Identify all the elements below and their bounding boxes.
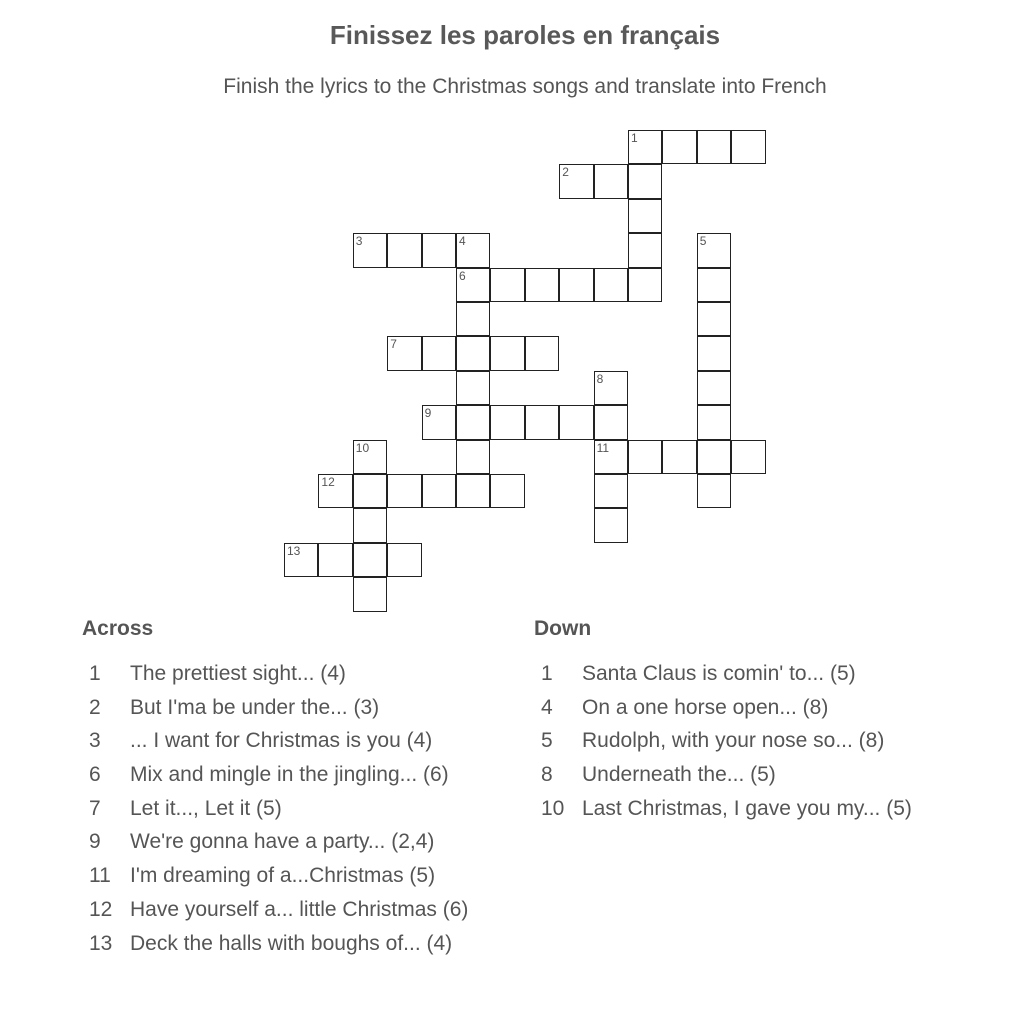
clue-number: 2 [89,695,101,719]
crossword-cell[interactable] [490,336,524,370]
clue-number: 3 [89,729,101,753]
cell-number: 6 [459,268,466,283]
clue-text: On a one horse open... (8) [582,695,829,719]
clue-text: But I'ma be under the... (3) [130,695,380,719]
clue-number: 4 [541,695,553,719]
across-clue [82,762,512,788]
clue-number: 1 [541,662,553,685]
crossword-cell[interactable] [731,440,765,474]
crossword-cell[interactable] [387,474,421,508]
crossword-cell[interactable] [697,440,731,474]
crossword-cell[interactable] [422,233,456,267]
crossword-cell[interactable] [662,440,696,474]
across-heading: Across [82,617,154,640]
clue-number: 12 [89,897,113,921]
across-clue [82,897,512,923]
cell-number: 3 [355,234,363,249]
crossword-cell[interactable] [559,164,593,198]
crossword-cell[interactable] [594,405,628,439]
down-clue [534,728,954,754]
down-clues [534,617,954,829]
crossword-cell[interactable] [456,302,490,336]
crossword-cell[interactable] [525,268,559,302]
crossword-cell[interactable] [318,543,352,577]
cell-number: 8 [596,371,604,386]
across-clue [82,728,512,754]
cell-number: 9 [424,406,432,421]
clue-text: ... I want for Christmas is you (4) [130,729,433,753]
crossword-cell[interactable] [318,474,352,508]
crossword-cell[interactable] [353,440,387,474]
down-heading: Down [534,617,592,640]
crossword-cell[interactable] [697,336,731,370]
clue-text: Deck the halls with boughs of... (4) [130,931,453,955]
crossword-cell[interactable] [697,474,731,508]
crossword-cell[interactable] [594,268,628,302]
cell-number: 4 [459,234,466,249]
cell-number: 11 [596,440,610,455]
clue-text: Rudolph, with your nose so... (8) [582,729,885,753]
clue-text: Santa Claus is comin' to... (5) [582,662,856,685]
crossword-cell[interactable] [387,336,421,370]
cell-number: 10 [355,440,370,455]
clue-text: Mix and mingle in the jingling... (6) [130,763,449,787]
crossword-cell[interactable] [594,474,628,508]
across-clue [82,796,512,822]
crossword-cell[interactable] [697,233,731,267]
crossword-cell[interactable] [731,130,765,164]
crossword-cell[interactable] [559,268,593,302]
clue-text: Have yourself a... little Christmas (6) [130,897,469,921]
down-clue [534,762,954,788]
crossword-cell[interactable] [628,199,662,233]
down-clue [534,796,954,822]
across-clue [82,931,512,957]
crossword-cell[interactable] [422,474,456,508]
crossword-cell[interactable] [525,405,559,439]
crossword-cell[interactable] [490,405,524,439]
clue-number: 11 [89,864,111,888]
clue-number: 8 [541,763,553,787]
crossword-cell[interactable] [353,474,387,508]
crossword-cell[interactable] [594,371,628,405]
crossword-cell[interactable] [456,474,490,508]
crossword-cell[interactable] [628,130,662,164]
clue-text: Underneath the... (5) [582,763,776,787]
crossword-cell[interactable] [456,440,490,474]
down-clue [534,695,954,721]
crossword-cell[interactable] [662,130,696,164]
clue-text: I'm dreaming of a...Christmas (5) [130,864,436,888]
clue-number: 13 [89,931,113,955]
clue-number: 1 [89,662,101,685]
across-clue [82,863,512,889]
crossword-cell[interactable] [594,164,628,198]
crossword-cell[interactable] [456,405,490,439]
page-title: Finissez les paroles en français [329,20,721,50]
clue-number: 7 [89,796,101,820]
cell-number: 7 [390,337,397,352]
down-clue [534,661,954,687]
clue-text: Last Christmas, I gave you my... (5) [582,796,912,820]
crossword-cell[interactable] [490,268,524,302]
crossword-cell[interactable] [525,336,559,370]
crossword-cell[interactable] [456,233,490,267]
crossword-cell[interactable] [456,371,490,405]
crossword-cell[interactable] [353,508,387,542]
crossword-cell[interactable] [353,233,387,267]
crossword-cell[interactable] [697,371,731,405]
clue-text: We're gonna have a party... (2,4) [130,830,435,854]
crossword-cell[interactable] [628,164,662,198]
crossword-cell[interactable] [387,233,421,267]
crossword-cell[interactable] [594,440,628,474]
clue-text: Let it..., Let it (5) [130,796,282,820]
clue-number: 6 [89,763,101,787]
crossword-cell[interactable] [456,336,490,370]
cell-number: 1 [631,131,638,145]
crossword-cell[interactable] [697,130,731,164]
across-clues [82,617,512,964]
across-clue [82,695,512,721]
crossword-cell[interactable] [594,508,628,542]
cell-number: 2 [562,165,569,180]
cell-number: 13 [287,543,301,558]
clue-text: The prettiest sight... (4) [130,662,346,685]
crossword-cell[interactable] [697,268,731,302]
crossword-cell[interactable] [387,543,421,577]
crossword-cell[interactable] [353,543,387,577]
crossword-cell[interactable] [422,405,456,439]
crossword-cell[interactable] [628,268,662,302]
crossword-cell[interactable] [697,405,731,439]
crossword-cell[interactable] [628,233,662,267]
cell-number: 5 [699,234,707,249]
across-clue [82,829,512,855]
clue-number: 5 [541,729,553,753]
clue-number: 9 [89,830,101,854]
across-clue [82,661,512,687]
crossword-cell[interactable] [628,440,662,474]
page-subtitle: Finish the lyrics to the Christmas songs and translate into French [223,75,827,98]
crossword-cell[interactable] [353,577,387,611]
cell-number: 12 [321,475,335,489]
crossword-cell[interactable] [559,405,593,439]
crossword-cell[interactable] [490,474,524,508]
crossword-cell[interactable] [284,543,318,577]
crossword-cell[interactable] [422,336,456,370]
crossword-cell[interactable] [697,302,731,336]
crossword-cell[interactable] [456,268,490,302]
clue-number: 10 [541,796,565,820]
